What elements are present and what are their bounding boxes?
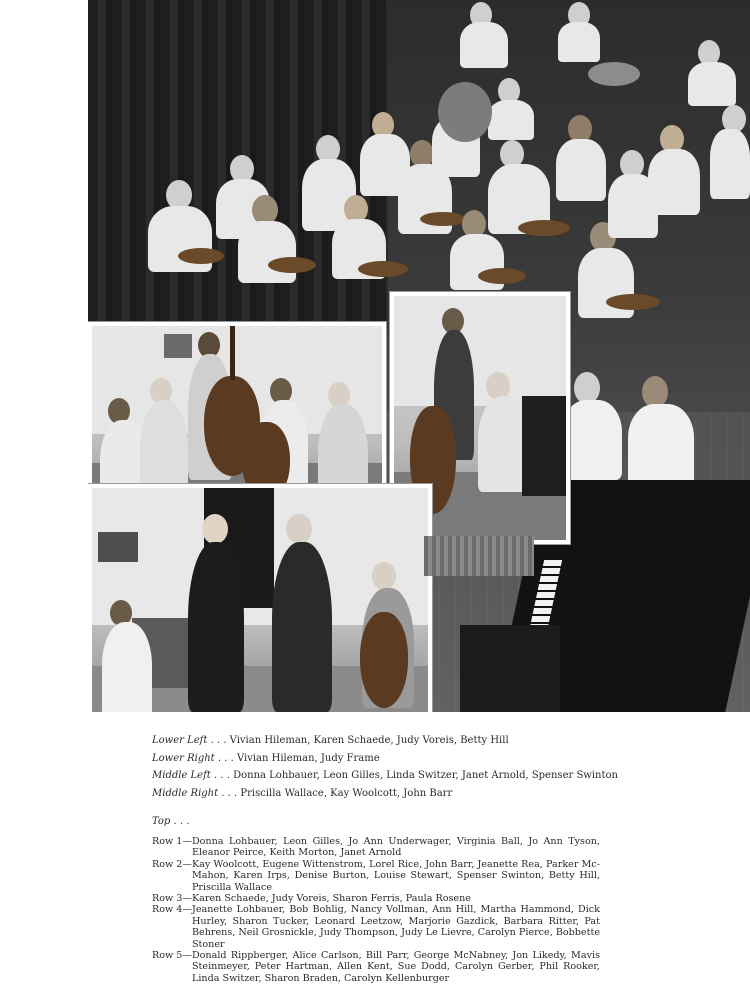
row-names: Donna Lohbauer, Leon Gilles, Jo Ann Underwager, Virginia Ball, Jo Ann Tyson, Eleanor Peirce, Keith Morton, Janet Arnold [191,836,600,859]
caption-middle-right [152,785,622,803]
cello [360,612,408,708]
row-label: Row 3— [152,893,192,905]
caption-names: Vivian Hileman, Karen Schaede, Judy Voreis, Betty Hill [229,735,509,746]
caption-names: Donna Lohbauer, Leon Gilles, Linda Switzer, Janet Arnold, Spenser Swinton [233,770,618,781]
caption-separator: . . . [218,787,241,799]
caption-lower-right [152,750,622,768]
caption-middle-left [152,767,622,785]
timpani-drum [588,62,640,86]
caption-label: Middle Right [152,787,219,799]
row-names: Karen Schaede, Judy Voreis, Sharon Ferris, Paula Rosene [191,893,471,905]
row-5 [152,950,600,984]
row-label: Row 1— [152,836,192,847]
caption-names: Priscilla Wallace, Kay Woolcott, John Barr [240,787,453,799]
photo-captions [152,732,622,802]
top-photo-label: Top . . . [152,816,190,827]
row-names: Jeanette Lohbauer, Bob Bohlig, Nancy Vollman, Ann Hill, Martha Hammond, Dick Hurley, Sharon Tucker, Leonard Leetzow, Marjorie Gazdick, Barbara Ritter, Pat Behrens, Neil Grosnickle, Judy Thompson, Judy Le Lievre, Carolyn Pierce, Bobbette Stoner [191,904,600,950]
caption-separator: . . . [210,770,234,781]
row-3 [152,893,600,904]
caption-separator: . . . [214,752,237,764]
caption-label: Lower Left [152,735,208,746]
caption-separator: . . . [207,735,230,746]
timpani-drum [438,82,492,142]
wall-poster [164,334,192,358]
row-names: Kay Woolcott, Eugene Wittenstrom, Lorel Rice, John Barr, Jeanette Rea, Parker Mc-Mahon, Karen Irps, Denise Burton, Louise Stewart, Spenser Swinton, Betty Hill, Priscilla Wallace [191,858,600,893]
row-label: Row 5— [152,950,192,962]
row-1 [152,836,600,859]
orchestra-photo-collage [88,0,750,712]
row-label: Row 2— [152,858,192,870]
tile-wall [424,536,534,576]
caption-label: Lower Right [152,752,215,764]
caption-names: Vivian Hileman, Judy Frame [236,752,380,764]
wall-picture [98,532,138,562]
caption-label: Middle Left [152,770,211,781]
row-names: Donald Rippberger, Alice Carlson, Bill Parr, George McNabney, Jon Likedy, Mavis Steinmeyer, Peter Hartman, Allen Kent, Sue Dodd, Carolyn Gerber, Phil Rooker, Linda Switzer, Sharon Braden, Carolyn Kellenburger [191,950,600,984]
row-listing [152,836,600,984]
upright-piano [522,396,566,496]
row-label: Row 4— [152,904,192,916]
piano-bench [460,625,560,712]
lower-left-photo [88,484,432,712]
caption-lower-left [152,732,622,750]
row-2 [152,859,600,893]
row-4 [152,904,600,950]
